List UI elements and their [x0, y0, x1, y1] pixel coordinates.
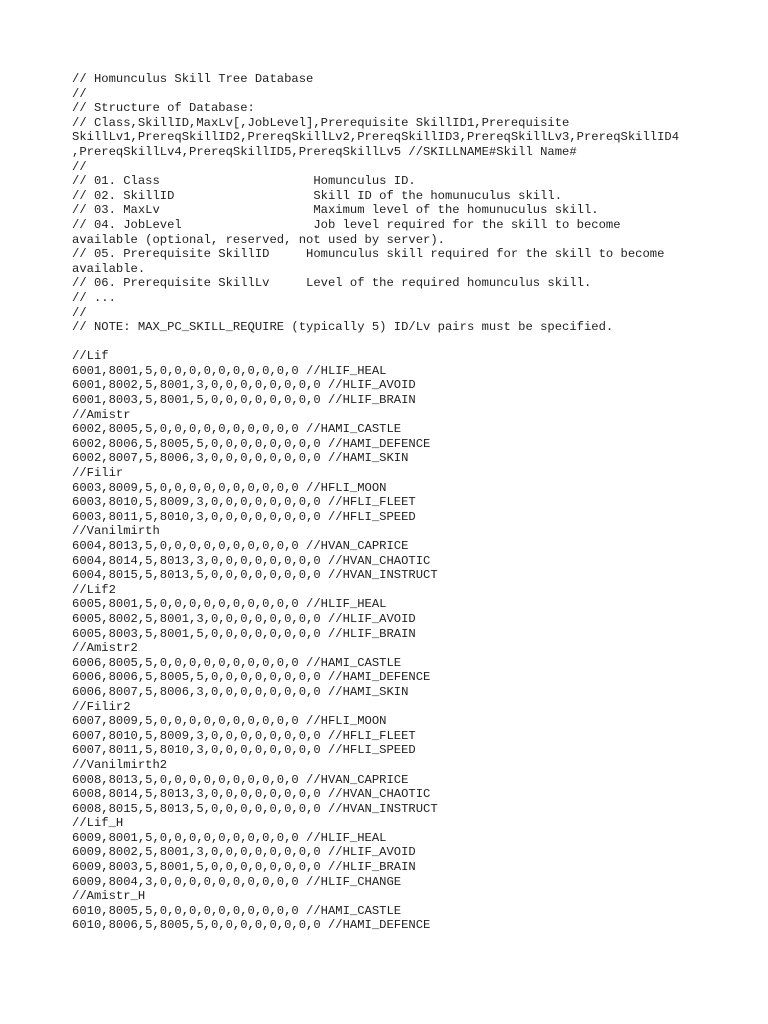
skill-record-line: 6010,8005,5,0,0,0,0,0,0,0,0,0,0 //HAMI_CASTLE: [72, 903, 402, 918]
skill-record-line: 6009,8003,5,8001,5,0,0,0,0,0,0,0,0 //HLIF_BRAIN: [72, 860, 416, 875]
skill-record-line: 6009,8002,5,8001,3,0,0,0,0,0,0,0,0 //HLIF_AVOID: [72, 845, 416, 860]
comment-line: //: [72, 159, 87, 174]
skill-record-line: 6006,8007,5,8006,3,0,0,0,0,0,0,0,0 //HAMI_SKIN: [72, 684, 409, 699]
skill-record-line: 6003,8010,5,8009,3,0,0,0,0,0,0,0,0 //HFLI_FLEET: [72, 495, 416, 510]
comment-line: ,PrereqSkillLv4,PrereqSkillID5,PrereqSkillLv5 //SKILLNAME#Skill Name#: [72, 144, 577, 159]
comment-line: // Structure of Database:: [72, 101, 255, 116]
section-header-line: //Vanilmirth: [72, 524, 160, 539]
skill-record-line: 6004,8013,5,0,0,0,0,0,0,0,0,0,0 //HVAN_CAPRICE: [72, 539, 409, 553]
section-header-line: //Lif2: [72, 582, 116, 597]
skill-record-line: 6005,8002,5,8001,3,0,0,0,0,0,0,0,0 //HLIF_AVOID: [72, 611, 416, 626]
skill-record-line: 6009,8004,3,0,0,0,0,0,0,0,0,0,0 //HLIF_CHANGE: [72, 874, 402, 889]
comment-line: // ...: [72, 290, 116, 305]
section-header-line: //Vanilmirth2: [72, 757, 168, 772]
skill-record-line: 6007,8011,5,8010,3,0,0,0,0,0,0,0,0 //HFLI_SPEED: [72, 743, 416, 758]
section-header-line: //Amistr: [72, 407, 131, 422]
skill-record-line: 6010,8006,5,8005,5,0,0,0,0,0,0,0,0 //HAMI_DEFENCE: [72, 918, 431, 933]
comment-line: //: [72, 305, 87, 320]
comment-line: available.: [72, 261, 146, 276]
skill-record-line: 6009,8001,5,0,0,0,0,0,0,0,0,0,0 //HLIF_HEAL: [72, 830, 387, 845]
section-header-line: //Filir: [72, 466, 124, 481]
skill-record-line: 6001,8001,5,0,0,0,0,0,0,0,0,0,0 //HLIF_HEAL: [72, 363, 387, 378]
comment-line: // Class,SkillID,MaxLv[,JobLevel],Prerequisite SkillID1,Prerequisite: [72, 115, 570, 130]
data-block: [72, 349, 732, 933]
skill-record-line: 6002,8005,5,0,0,0,0,0,0,0,0,0,0 //HAMI_CASTLE: [72, 422, 402, 437]
section-header-line: //Lif_H: [72, 816, 124, 831]
comment-line: // 01. Class Homunculus ID.: [72, 174, 416, 189]
section-header-line: //Amistr2: [72, 641, 138, 656]
skill-record-line: 6002,8007,5,8006,3,0,0,0,0,0,0,0,0 //HAMI_SKIN: [72, 451, 409, 466]
skill-record-line: 6003,8011,5,8010,3,0,0,0,0,0,0,0,0 //HFLI_SPEED: [72, 509, 416, 524]
skill-record-line: 6008,8013,5,0,0,0,0,0,0,0,0,0,0 //HVAN_CAPRICE: [72, 772, 409, 787]
skill-record-line: 6005,8003,5,8001,5,0,0,0,0,0,0,0,0 //HLIF_BRAIN: [72, 626, 416, 641]
skill-record-line: 6007,8009,5,0,0,0,0,0,0,0,0,0,0 //HFLI_MOON: [72, 714, 387, 729]
skill-record-line: 6008,8015,5,8013,5,0,0,0,0,0,0,0,0 //HVAN_INSTRUCT: [72, 801, 438, 816]
section-header-line: //Lif: [72, 349, 109, 364]
skill-record-line: 6001,8002,5,8001,3,0,0,0,0,0,0,0,0 //HLIF_AVOID: [72, 378, 416, 393]
skill-record-line: 6001,8003,5,8001,5,0,0,0,0,0,0,0,0 //HLIF_BRAIN: [72, 393, 416, 408]
header-comment-block: [72, 72, 732, 335]
skill-record-line: 6004,8015,5,8013,5,0,0,0,0,0,0,0,0 //HVAN_INSTRUCT: [72, 568, 438, 583]
skill-record-line: 6007,8010,5,8009,3,0,0,0,0,0,0,0,0 //HFLI_FLEET: [72, 728, 416, 743]
skill-record-line: 6003,8009,5,0,0,0,0,0,0,0,0,0,0 //HFLI_MOON: [72, 480, 387, 495]
section-header-line: //Filir2: [72, 699, 131, 714]
comment-line: // 05. Prerequisite SkillID Homunculus skill required for the skill to become: [72, 247, 665, 262]
comment-line: // NOTE: MAX_PC_SKILL_REQUIRE (typically 5) ID/Lv pairs must be specified.: [72, 320, 614, 335]
comment-line: // 04. JobLevel Job level required for the skill to become: [72, 217, 621, 232]
skill-record-line: 6005,8001,5,0,0,0,0,0,0,0,0,0,0 //HLIF_HEAL: [72, 597, 387, 612]
blank-line: [72, 335, 732, 350]
comment-line: // Homunculus Skill Tree Database: [72, 72, 314, 86]
skill-record-line: 6006,8006,5,8005,5,0,0,0,0,0,0,0,0 //HAMI_DEFENCE: [72, 670, 431, 685]
skill-record-line: 6008,8014,5,8013,3,0,0,0,0,0,0,0,0 //HVAN_CHAOTIC: [72, 787, 431, 802]
comment-line: //: [72, 86, 87, 101]
comment-line: // 03. MaxLv Maximum level of the homunuculus skill.: [72, 203, 599, 218]
comment-line: // 02. SkillID Skill ID of the homunuculus skill.: [72, 188, 563, 203]
comment-line: available (optional, reserved, not used by server).: [72, 232, 445, 247]
comment-line: SkillLv1,PrereqSkillID2,PrereqSkillLv2,PrereqSkillID3,PrereqSkillLv3,PrereqSkillID4: [72, 130, 680, 145]
skill-record-line: 6002,8006,5,8005,5,0,0,0,0,0,0,0,0 //HAMI_DEFENCE: [72, 436, 431, 451]
skill-record-line: 6006,8005,5,0,0,0,0,0,0,0,0,0,0 //HAMI_CASTLE: [72, 655, 402, 670]
comment-line: // 06. Prerequisite SkillLv Level of the required homunculus skill.: [72, 276, 592, 291]
skill-record-line: 6004,8014,5,8013,3,0,0,0,0,0,0,0,0 //HVAN_CHAOTIC: [72, 553, 431, 568]
section-header-line: //Amistr_H: [72, 889, 146, 904]
document-text: [72, 72, 732, 933]
